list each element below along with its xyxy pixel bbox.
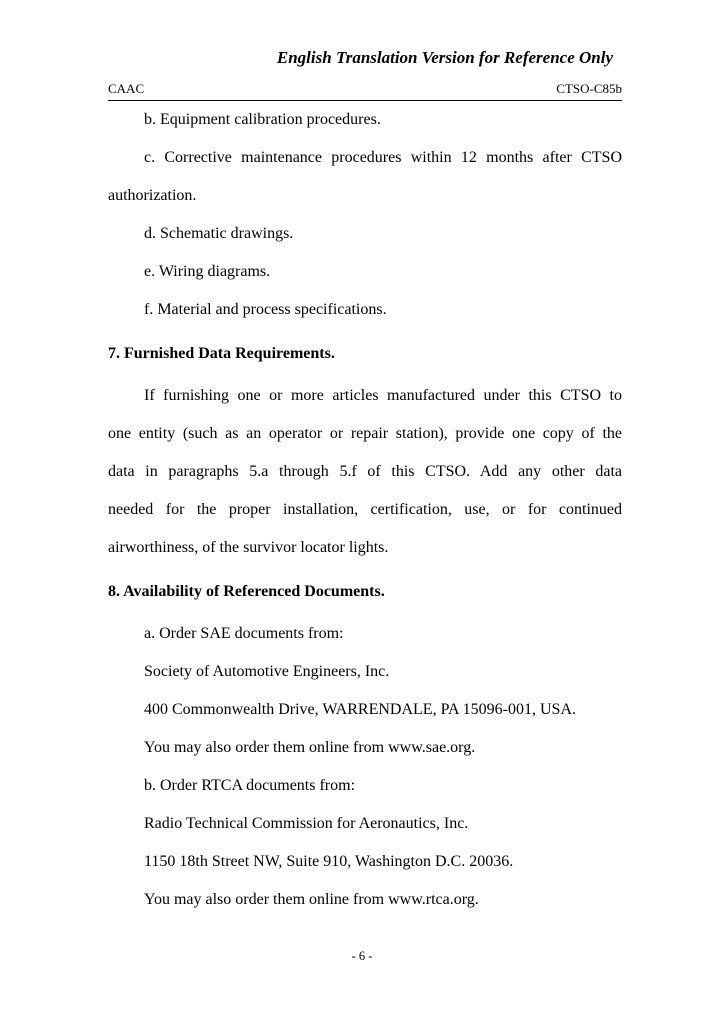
paragraph [108, 139, 622, 215]
text-line: authorization. [108, 187, 197, 204]
paragraph [108, 377, 622, 567]
text-line: Society of Automotive Engineers, Inc. [144, 663, 390, 680]
text-line: needed for the proper installation, certification, use, or for continued [108, 501, 622, 518]
text-line: one entity (such as an operator or repair station), provide one copy of the [108, 425, 622, 442]
section-heading [108, 573, 622, 611]
text-line: e. Wiring diagrams. [144, 263, 271, 280]
page-number: - 6 - [351, 949, 373, 963]
page-content [108, 48, 622, 919]
text-line: 400 Commonwealth Drive, WARRENDALE, PA 15096-001, USA. [144, 701, 576, 718]
paragraph [108, 215, 622, 253]
text-line: 1150 18th Street NW, Suite 910, Washington D.C. 20036. [144, 853, 514, 870]
text-line: 7. Furnished Data Requirements. [108, 345, 335, 362]
text-line: d. Schematic drawings. [144, 225, 294, 242]
text-line: 8. Availability of Referenced Documents. [108, 583, 385, 600]
text-line: b. Equipment calibration procedures. [144, 111, 381, 128]
text-line: You may also order them online from www.sae.org. [144, 739, 476, 756]
paragraph [108, 291, 622, 329]
text-line: You may also order them online from www.rtca.org. [144, 891, 479, 908]
paragraph [108, 101, 622, 139]
paragraph [108, 729, 622, 767]
text-line: b. Order RTCA documents from: [144, 777, 356, 794]
paragraph [108, 653, 622, 691]
document-body [108, 101, 622, 919]
page-header-title: English Translation Version for Reference Only [276, 48, 613, 67]
text-line: Radio Technical Commission for Aeronautics, Inc. [144, 815, 469, 832]
document-header-row [108, 81, 622, 101]
text-line: a. Order SAE documents from: [144, 625, 344, 642]
paragraph [108, 615, 622, 653]
text-line: If furnishing one or more articles manufactured under this CTSO to [144, 387, 622, 404]
doc-code-right: CTSO-C85b [556, 81, 622, 96]
text-line: data in paragraphs 5.a through 5.f of this CTSO. Add any other data [108, 463, 622, 480]
paragraph [108, 843, 622, 881]
paragraph [108, 253, 622, 291]
paragraph [108, 805, 622, 843]
paragraph [108, 691, 622, 729]
paragraph [108, 881, 622, 919]
text-line: c. Corrective maintenance procedures within 12 months after CTSO [144, 149, 622, 166]
doc-code-left: CAAC [108, 81, 145, 96]
text-line: airworthiness, of the survivor locator lights. [108, 539, 389, 556]
text-line: f. Material and process specifications. [144, 301, 387, 318]
paragraph [108, 767, 622, 805]
section-heading [108, 335, 622, 373]
